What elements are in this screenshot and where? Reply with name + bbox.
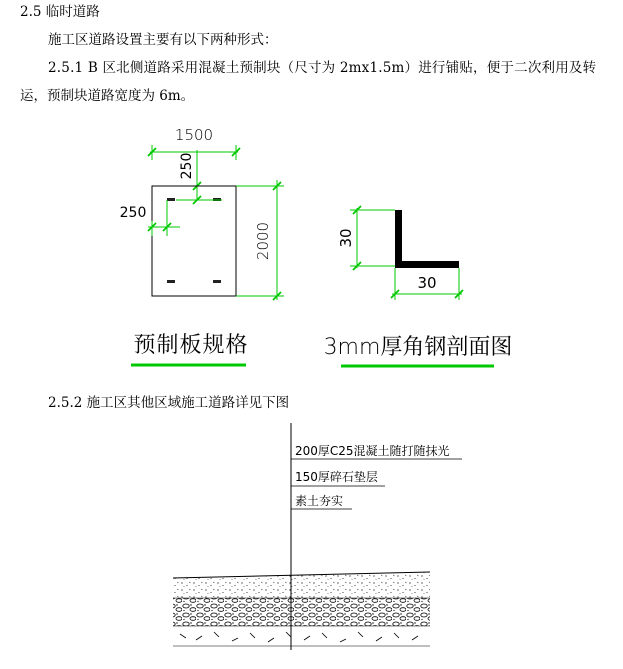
layer-gravel-label: 150厚碎石垫层 xyxy=(295,470,378,484)
road-section-drawing xyxy=(173,423,462,650)
paragraph-2-5-1-line1: 2.5.1 B 区北侧道路采用混凝土预制块（尺寸为 2mx1.5m）进行铺贴，便于二次利用及转 xyxy=(48,60,597,76)
intro-paragraph: 施工区道路设置主要有以下两种形式： xyxy=(48,32,278,48)
slab-height-dimension: 2000 xyxy=(254,221,272,261)
slab-drawing xyxy=(120,126,284,365)
layer-soil-label: 素土夯实 xyxy=(295,494,344,508)
slab-width-dimension: 1500 xyxy=(174,126,214,144)
section-heading: 2.5 临时道路 xyxy=(20,4,100,20)
paragraph-2-5-2: 2.5.2 施工区其他区域施工道路详见下图 xyxy=(48,395,290,411)
layer-concrete-label: 200厚C25混凝土随打随抹光 xyxy=(295,444,450,458)
angle-caption: 3mm厚角钢剖面图 xyxy=(323,335,513,360)
slab-left-offset-dimension: 250 xyxy=(119,205,147,221)
paragraph-2-5-1-line2: 运，预制块道路宽度为 6m。 xyxy=(20,88,195,104)
angle-vertical-dimension: 30 xyxy=(337,228,355,248)
slab-top-offset-dimension: 250 xyxy=(179,152,195,180)
angle-horizontal-dimension: 30 xyxy=(417,274,437,292)
slab-caption: 预制板规格 xyxy=(133,333,249,358)
angle-steel-drawing xyxy=(324,206,513,366)
